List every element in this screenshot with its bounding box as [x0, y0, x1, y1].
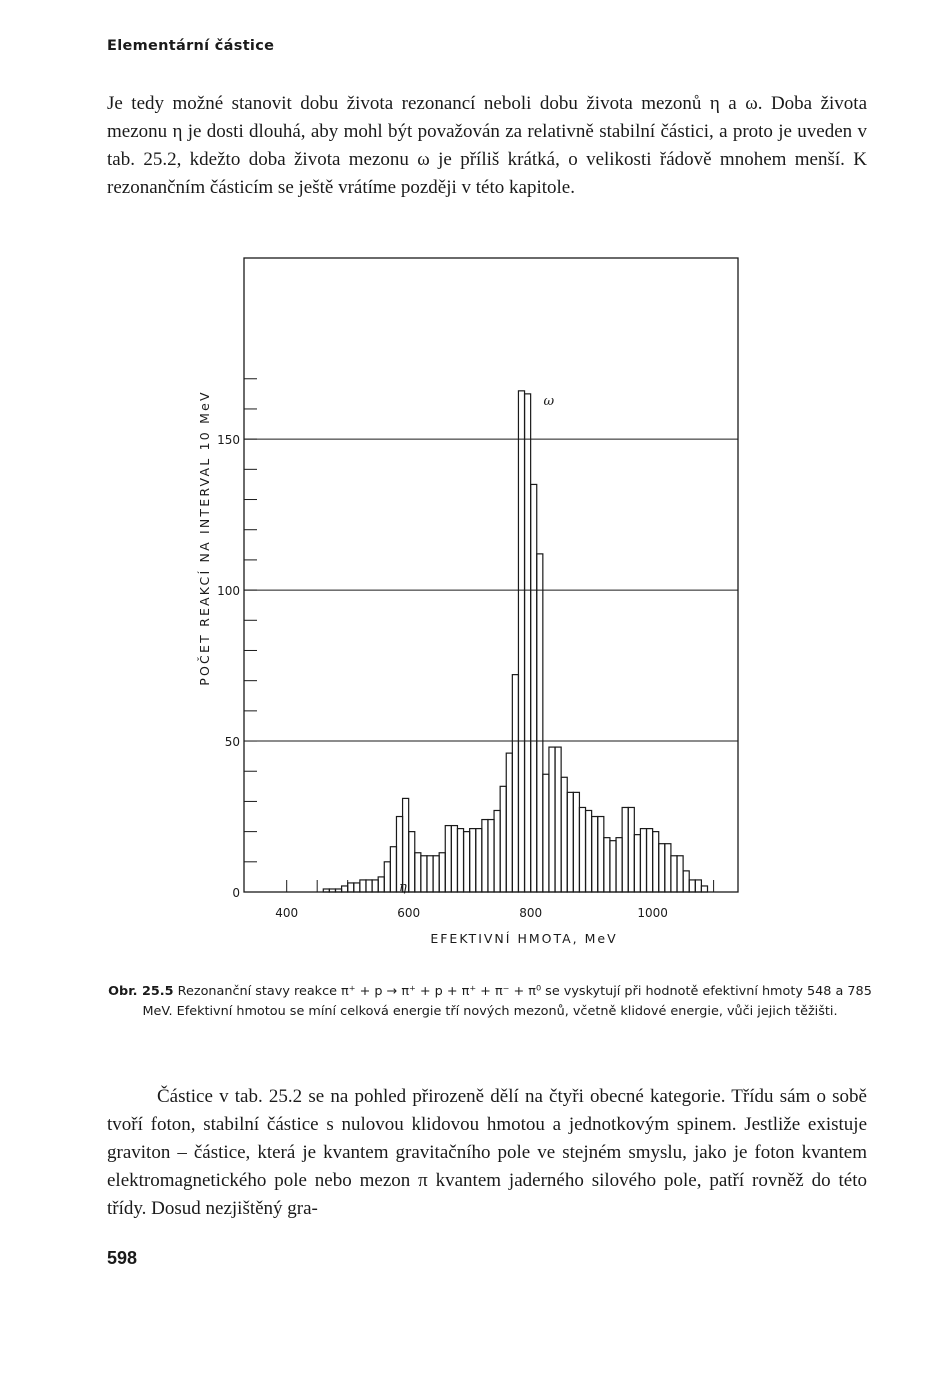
histogram-bar: [628, 807, 634, 892]
figure-caption: [107, 982, 873, 1022]
histogram-bar: [701, 886, 707, 892]
y-tick-label-0: 0: [232, 886, 240, 900]
histogram-bar: [640, 829, 646, 892]
histogram-bar: [616, 838, 622, 892]
histogram-bar: [403, 798, 409, 892]
histogram-bar: [543, 774, 549, 892]
histogram-bar: [506, 753, 512, 892]
histogram-bar: [488, 820, 494, 892]
histogram-bar: [671, 856, 677, 892]
histogram-bar: [573, 792, 579, 892]
histogram-bar: [342, 886, 348, 892]
histogram-bar: [586, 810, 592, 892]
histogram-bar: [427, 856, 433, 892]
plot-frame: [244, 258, 738, 892]
histogram-bar: [360, 880, 366, 892]
histogram-bar: [390, 847, 396, 892]
x-tick-label-600: 600: [397, 906, 421, 920]
histogram-bar: [567, 792, 573, 892]
histogram-bar: [531, 484, 537, 892]
page-number: 598: [107, 1248, 138, 1268]
y-tick-label-100: 100: [217, 584, 240, 599]
histogram-bar: [415, 853, 421, 892]
histogram-bar: [549, 747, 555, 892]
histogram-bar: [634, 835, 640, 892]
caption-label: Obr. 25.5: [108, 984, 174, 999]
peak-annotation-omega: ω: [543, 393, 555, 409]
peak-annotation-eta: η: [398, 879, 407, 895]
paragraph-categories: Částice v tab. 25.2 se na pohled přirozeně dělí na čtyři obecné kategorie. Třídu sám o sobě tvoří foton, stabilní částice s nulovou klidovou hmotou a jednotkovým spinem. Jestliže existuje graviton – částice, která je kvantem gravitačního pole ve stejném smyslu, jako je foton kvantem elektromagnetického pole nebo mezon π kvantem jaderného silového pole, patří rovněž do této třídy. Dosud nezjištěný gra-: [107, 1086, 867, 1219]
histogram-bar: [494, 810, 500, 892]
histogram-bar: [500, 786, 506, 892]
histogram-bar: [537, 554, 543, 892]
histogram-bar: [653, 832, 659, 892]
histogram-bar: [622, 807, 628, 892]
histogram-bar: [464, 832, 470, 892]
histogram-bar: [518, 391, 524, 892]
histogram-bar: [329, 889, 335, 892]
histogram-bar: [348, 883, 354, 892]
histogram-bar: [451, 826, 457, 892]
histogram-bar: [366, 880, 372, 892]
histogram-bar: [378, 877, 384, 892]
histogram-bar: [695, 880, 701, 892]
histogram-bar: [384, 862, 390, 892]
histogram-bar: [604, 838, 610, 892]
histogram-bar: [525, 394, 531, 892]
histogram-bar: [409, 832, 415, 892]
histogram-bar: [433, 856, 439, 892]
histogram-bar: [677, 856, 683, 892]
histogram-bar: [482, 820, 488, 892]
histogram-bar: [555, 747, 561, 892]
histogram-bar: [512, 675, 518, 892]
histogram-bar: [421, 856, 427, 892]
histogram-bar: [457, 829, 463, 892]
histogram-bar: [372, 880, 378, 892]
y-tick-label-150: 150: [217, 433, 240, 448]
histogram-bar: [470, 829, 476, 892]
histogram-bar: [683, 871, 689, 892]
histogram-bar: [439, 853, 445, 892]
running-header: Elementární částice: [107, 38, 275, 54]
x-axis-label: EFEKTIVNÍ HMOTA, MeV: [430, 931, 618, 946]
caption-text: Rezonanční stavy reakce π⁺ + p → π⁺ + p + π⁺ + π⁻ + π⁰ se vyskytují při hodnotě efektivní hmoty 548 a 785 MeV. Efektivní hmotou se míní celková energie tří nových mezonů, včetně klidové energie, vůči jejich těžišti.: [142, 984, 872, 1019]
x-tick-label-400: 400: [275, 906, 299, 920]
histogram-bar: [647, 829, 653, 892]
histogram-bar: [476, 829, 482, 892]
y-tick-label-50: 50: [224, 735, 240, 750]
histogram-bar: [561, 777, 567, 892]
x-tick-label-1000: 1000: [637, 906, 668, 920]
histogram-bar: [592, 817, 598, 892]
histogram-bar: [323, 889, 329, 892]
histogram-bar: [598, 817, 604, 892]
histogram-bar: [445, 826, 451, 892]
histogram-bar: [659, 844, 665, 892]
histogram-bar: [335, 889, 341, 892]
histogram-bar: [610, 841, 616, 892]
histogram-bar: [579, 807, 585, 892]
paragraph-intro: Je tedy možné stanovit dobu života rezonancí neboli dobu života mezonů η a ω. Doba života mezonu η je dosti dlouhá, aby mohl být považován za relativně stabilní částici, a proto je uveden v tab. 25.2, kdežto doba života mezonu ω je příliš krátká, o velikosti řádově mnohem menší. K rezonančním částicím se ještě vrátíme později v této kapitole.: [107, 93, 867, 198]
y-axis-label: POČET REAKCÍ NA INTERVAL 10 MeV: [197, 390, 212, 686]
histogram-bar: [665, 844, 671, 892]
x-tick-label-800: 800: [519, 906, 543, 920]
histogram-bar: [689, 880, 695, 892]
histogram-bar: [354, 883, 360, 892]
